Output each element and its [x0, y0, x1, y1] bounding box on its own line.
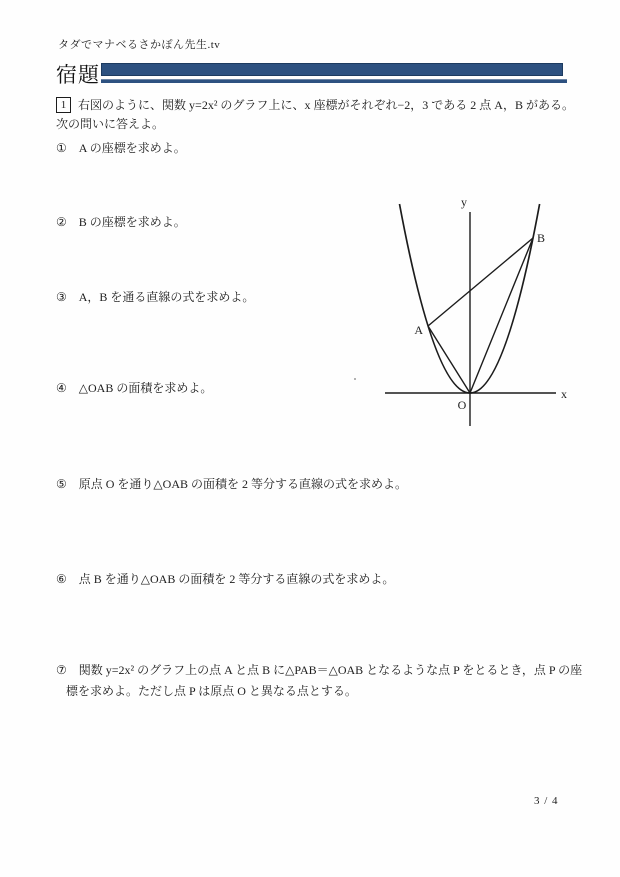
question-3-marker: ③	[56, 290, 67, 304]
question-5-text: 原点 O を通り△OAB の面積を 2 等分する直線の式を求めよ。	[78, 477, 407, 491]
origin-label: O	[457, 398, 467, 412]
title-accent-bar-thin	[101, 79, 567, 83]
question-5	[56, 474, 590, 495]
question-6-text: 点 B を通り△OAB の面積を 2 等分する直線の式を求めよ。	[78, 572, 395, 586]
stray-scan-mark	[354, 378, 356, 380]
y-axis-label: y	[461, 195, 467, 209]
question-4-marker: ④	[56, 381, 67, 395]
question-1	[56, 138, 590, 159]
segment-ob	[470, 238, 533, 393]
parabola-graph	[378, 188, 602, 440]
problem-statement: 右図のように、関数 y=2x² のグラフ上に、x 座標がそれぞれ−2，3 である 2 点 A，B がある。次の問いに答えよ。	[56, 98, 574, 131]
page-number: 3 / 4	[534, 795, 559, 807]
question-2-marker: ②	[56, 215, 67, 229]
question-7-text: 関数 y=2x² のグラフ上の点 A と点 B に△PAB＝△OAB となるような点 P をとるとき，点 P の座標を求めよ。ただし点 P は原点 O と異なる点とする。	[66, 663, 583, 698]
question-6	[56, 569, 590, 590]
question-2-text: B の座標を求めよ。	[78, 215, 186, 229]
site-header-text: タダでマナベるさかぽん先生.tv	[58, 39, 221, 51]
segment-ab	[428, 238, 533, 326]
point-b-label: B	[537, 231, 546, 245]
question-7	[56, 660, 590, 702]
point-a-label: A	[414, 323, 423, 337]
page-title: 宿題	[56, 63, 100, 87]
question-6-marker: ⑥	[56, 572, 67, 586]
question-5-marker: ⑤	[56, 477, 67, 491]
title-accent-bar-thick	[101, 63, 563, 76]
question-4-text: △OAB の面積を求めよ。	[78, 381, 213, 395]
question-7-marker: ⑦	[56, 663, 67, 677]
question-3-text: A，B を通る直線の式を求めよ。	[78, 290, 255, 304]
problem-number-box: 1	[56, 97, 71, 113]
x-axis-label: x	[561, 387, 567, 401]
question-1-marker: ①	[56, 141, 67, 155]
segment-oa	[428, 326, 470, 393]
question-1-text: A の座標を求めよ。	[78, 141, 186, 155]
